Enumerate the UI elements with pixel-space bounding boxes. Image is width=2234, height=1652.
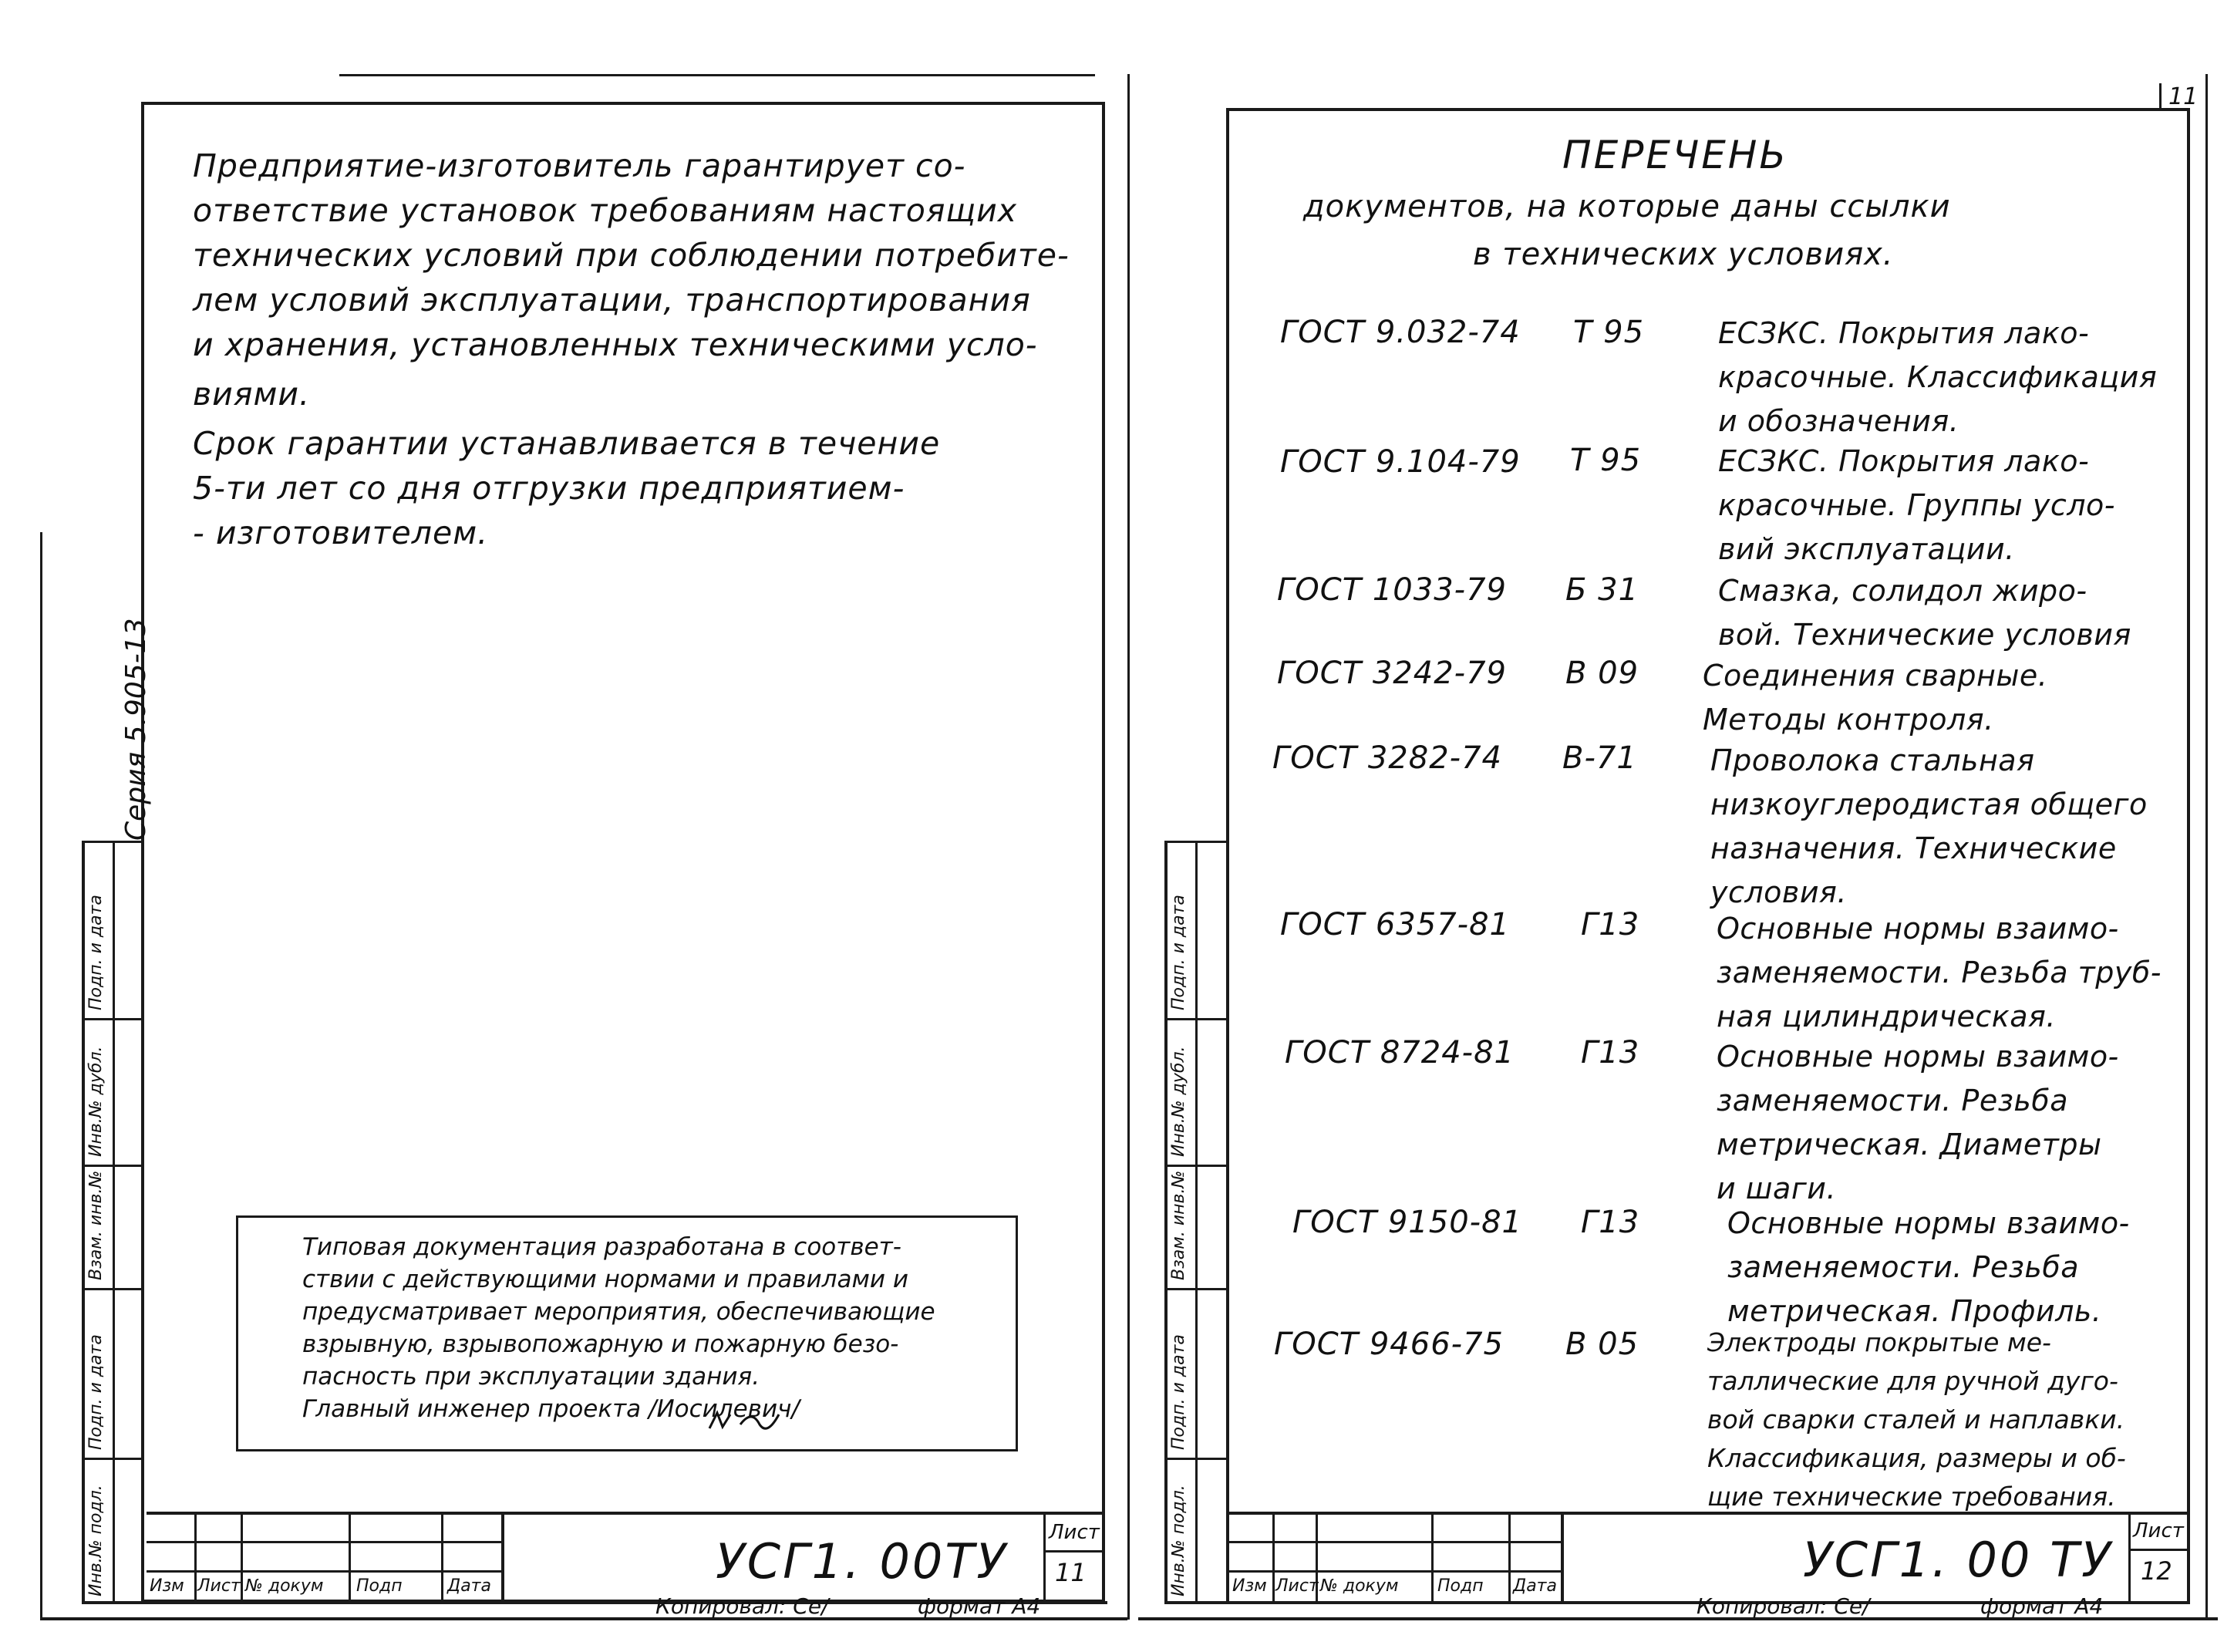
gost-number: ГОСТ 8724-81 — [1285, 1035, 1515, 1070]
desc-line: вой. Технические условия — [1718, 618, 2131, 652]
gost-description — [1717, 1035, 2179, 1211]
gost-number: ГОСТ 3282-74 — [1272, 740, 1502, 776]
right-side-strip-edge — [1164, 841, 1168, 1604]
tb-col — [1561, 1512, 1564, 1603]
right-outer-side-line — [2205, 74, 2208, 1620]
text-line: - изготовителем. — [193, 514, 489, 551]
tb-col — [194, 1512, 197, 1603]
side-label-podp-data: Подп. и дата — [1169, 1334, 1188, 1450]
warranty-text — [193, 143, 1072, 555]
category-code: В 05 — [1565, 1327, 1639, 1362]
gost-number: ГОСТ 9150-81 — [1292, 1205, 1522, 1240]
tb-col — [501, 1512, 504, 1603]
text-line: виями. — [193, 376, 311, 413]
list-subtitle-1: документов, на которые даны ссылки — [1303, 189, 1951, 224]
side-label-inv-dubl: Инв.№ дубл. — [86, 1046, 106, 1157]
gost-description — [1703, 654, 2181, 742]
tb-col — [441, 1512, 443, 1603]
desc-line: ЕСЗКС. Покрытия лако- — [1718, 444, 2090, 478]
footer-format: формат А4 — [918, 1593, 1041, 1619]
sheet-label: Лист — [2133, 1519, 2184, 1542]
stamp-code: УСГ1. 00ТУ — [716, 1533, 1009, 1590]
sheet-label: Лист — [1049, 1521, 1100, 1544]
category-code: Т 95 — [1573, 315, 1645, 350]
category-code: Г13 — [1581, 907, 1640, 942]
tb-col — [1431, 1512, 1434, 1603]
gost-number: ГОСТ 9.032-74 — [1280, 315, 1521, 350]
gost-number: ГОСТ 3242-79 — [1277, 656, 1507, 691]
series-label: Серия 5.905-13 — [120, 618, 152, 841]
side-inner-line — [1195, 841, 1198, 1603]
signature-mark — [706, 1405, 790, 1436]
side-label-vzam-inv: Взам. инв.№ — [86, 1170, 106, 1280]
gost-description — [1718, 569, 2181, 657]
desc-line: заменяемости. Резьба — [1717, 1084, 2069, 1118]
gost-description — [1707, 1323, 2185, 1516]
left-outer-side-line — [40, 532, 42, 1620]
tb-top — [1229, 1512, 2190, 1515]
desc-line: Основные нормы взаимо- — [1727, 1206, 2130, 1240]
notice-line: ствии с действующими нормами и правилами и — [302, 1266, 909, 1293]
desc-line: заменяемости. Резьба труб- — [1717, 956, 2162, 990]
center-divider — [1127, 74, 1130, 1620]
tb-row — [1229, 1570, 1561, 1573]
category-code: В-71 — [1562, 740, 1637, 776]
col-list: Лист — [197, 1576, 241, 1596]
col-list: Лист — [1275, 1576, 1319, 1596]
side-label-inv-podl: Инв.№ подл. — [1169, 1485, 1188, 1596]
gost-description — [1717, 907, 2179, 1039]
corner-number: 11 — [2168, 83, 2199, 110]
desc-line: назначения. Технические — [1710, 831, 2117, 865]
text-line: ответствие установок требованиям настоящих — [193, 192, 1017, 229]
gost-description — [1718, 440, 2181, 571]
col-data: Дата — [447, 1576, 491, 1596]
list-title: ПЕРЕЧЕНЬ — [1562, 133, 1788, 177]
tb-col — [1508, 1512, 1511, 1603]
notice-line: Главный инженер проекта /Иосилевич/ — [302, 1395, 800, 1423]
text-line: 5-ти лет со дня отгрузки предприятием- — [193, 470, 905, 507]
side-label-podp-data-2: Подп. и дата — [86, 895, 106, 1010]
col-dokum: № докум — [245, 1576, 324, 1596]
side-label-podp-data: Подп. и дата — [86, 1334, 106, 1450]
side-label-inv-podl: Инв.№ подл. — [86, 1485, 106, 1596]
desc-line: Электроды покрытые ме- — [1707, 1327, 2051, 1357]
desc-line: щие технические требования. — [1707, 1482, 2116, 1512]
tb-col — [1272, 1512, 1275, 1603]
tb-col — [1043, 1512, 1046, 1603]
footer-copied: Копировал: Се/ — [1697, 1593, 1870, 1619]
desc-line: Основные нормы взаимо- — [1717, 1040, 2119, 1074]
text-line: технических условий при соблюдении потребите- — [193, 237, 1070, 274]
desc-line: низкоуглеродистая общего — [1710, 787, 2148, 821]
desc-line: Смазка, солидол жиро- — [1718, 574, 2087, 608]
tb-row — [1229, 1541, 1561, 1543]
corner-box-line — [2159, 83, 2162, 111]
category-code: Г13 — [1581, 1205, 1640, 1240]
desc-line: условия. — [1710, 875, 1847, 909]
desc-line: и обозначения. — [1718, 404, 1959, 438]
tb-col — [2128, 1512, 2131, 1603]
category-code: Б 31 — [1565, 572, 1639, 608]
text-line: лем условий эксплуатации, транспортирования — [193, 282, 1031, 319]
text-line: Срок гарантии устанавливается в течение — [193, 425, 941, 462]
desc-line: метрическая. Профиль. — [1727, 1294, 2102, 1328]
left-side-strip-edge — [82, 841, 85, 1603]
tb-row — [147, 1570, 501, 1573]
top-edge-line — [339, 74, 1095, 76]
gost-description — [1727, 1202, 2182, 1333]
stamp-code: УСГ1. 00 ТУ — [1803, 1532, 2113, 1588]
desc-line: заменяемости. Резьба — [1727, 1250, 2080, 1284]
sheet-number: 12 — [2141, 1556, 2172, 1586]
footer-copied: Копировал: Се/ — [655, 1593, 829, 1619]
col-data: Дата — [1513, 1576, 1557, 1596]
notice-line: взрывную, взрывопожарную и пожарную безо- — [302, 1330, 899, 1358]
gost-number: ГОСТ 9466-75 — [1274, 1327, 1504, 1362]
notice-text — [302, 1231, 1012, 1425]
side-label-vzam-inv: Взам. инв.№ — [1169, 1170, 1188, 1280]
list-subtitle-2: в технических условиях. — [1473, 237, 1894, 272]
desc-line: Проволока стальная — [1710, 743, 2035, 777]
tb-row — [147, 1541, 501, 1543]
desc-line: вой сварки сталей и наплавки. — [1707, 1404, 2125, 1435]
tb-col — [241, 1512, 243, 1603]
sheet-number: 11 — [1055, 1558, 1087, 1587]
notice-line: Типовая документация разработана в соответ- — [302, 1233, 901, 1261]
desc-line: ная цилиндрическая. — [1717, 1000, 2056, 1033]
desc-line: Соединения сварные. — [1703, 659, 2048, 693]
text-line: Предприятие-изготовитель гарантирует со- — [193, 147, 966, 184]
col-dokum: № докум — [1320, 1576, 1399, 1596]
col-izm: Изм — [150, 1576, 184, 1596]
text-line: и хранения, установленных техническими усло- — [193, 326, 1038, 363]
notice-line: предусматривает мероприятия, обеспечивающие — [302, 1298, 935, 1326]
gost-number: ГОСТ 6357-81 — [1280, 907, 1510, 942]
desc-line: таллические для ручной дуго- — [1707, 1366, 2118, 1396]
tb-col — [349, 1512, 351, 1603]
desc-line: красочные. Классификация — [1718, 360, 2158, 394]
tb-row — [1043, 1550, 1105, 1553]
desc-line: Основные нормы взаимо- — [1717, 912, 2119, 946]
desc-line: Классификация, размеры и об- — [1707, 1443, 2126, 1473]
desc-line: метрическая. Диаметры — [1717, 1128, 2102, 1161]
desc-line: вий эксплуатации. — [1718, 532, 2015, 566]
desc-line: красочные. Группы усло- — [1718, 488, 2116, 522]
col-podp: Подп — [356, 1576, 403, 1596]
col-podp: Подп — [1437, 1576, 1484, 1596]
footer-format: формат А4 — [1980, 1593, 2104, 1619]
gost-description — [1718, 312, 2181, 443]
notice-line: пасность при эксплуатации здания. — [302, 1363, 760, 1391]
side-label-inv-dubl: Инв.№ дубл. — [1169, 1046, 1188, 1157]
desc-line: и шаги. — [1717, 1172, 1837, 1205]
category-code: В 09 — [1565, 656, 1639, 691]
side-label-podp-data-2: Подп. и дата — [1169, 895, 1188, 1010]
gost-number: ГОСТ 9.104-79 — [1280, 444, 1521, 480]
desc-line: Методы контроля. — [1703, 703, 1994, 737]
tb-top — [147, 1512, 1105, 1515]
tb-row — [2128, 1549, 2190, 1551]
category-code: Т 95 — [1570, 443, 1642, 478]
side-inner-line — [113, 841, 115, 1603]
desc-line: ЕСЗКС. Покрытия лако- — [1718, 316, 2090, 350]
category-code: Г13 — [1581, 1035, 1640, 1070]
gost-description — [1710, 739, 2181, 915]
col-izm: Изм — [1232, 1576, 1267, 1596]
gost-number: ГОСТ 1033-79 — [1277, 572, 1507, 608]
